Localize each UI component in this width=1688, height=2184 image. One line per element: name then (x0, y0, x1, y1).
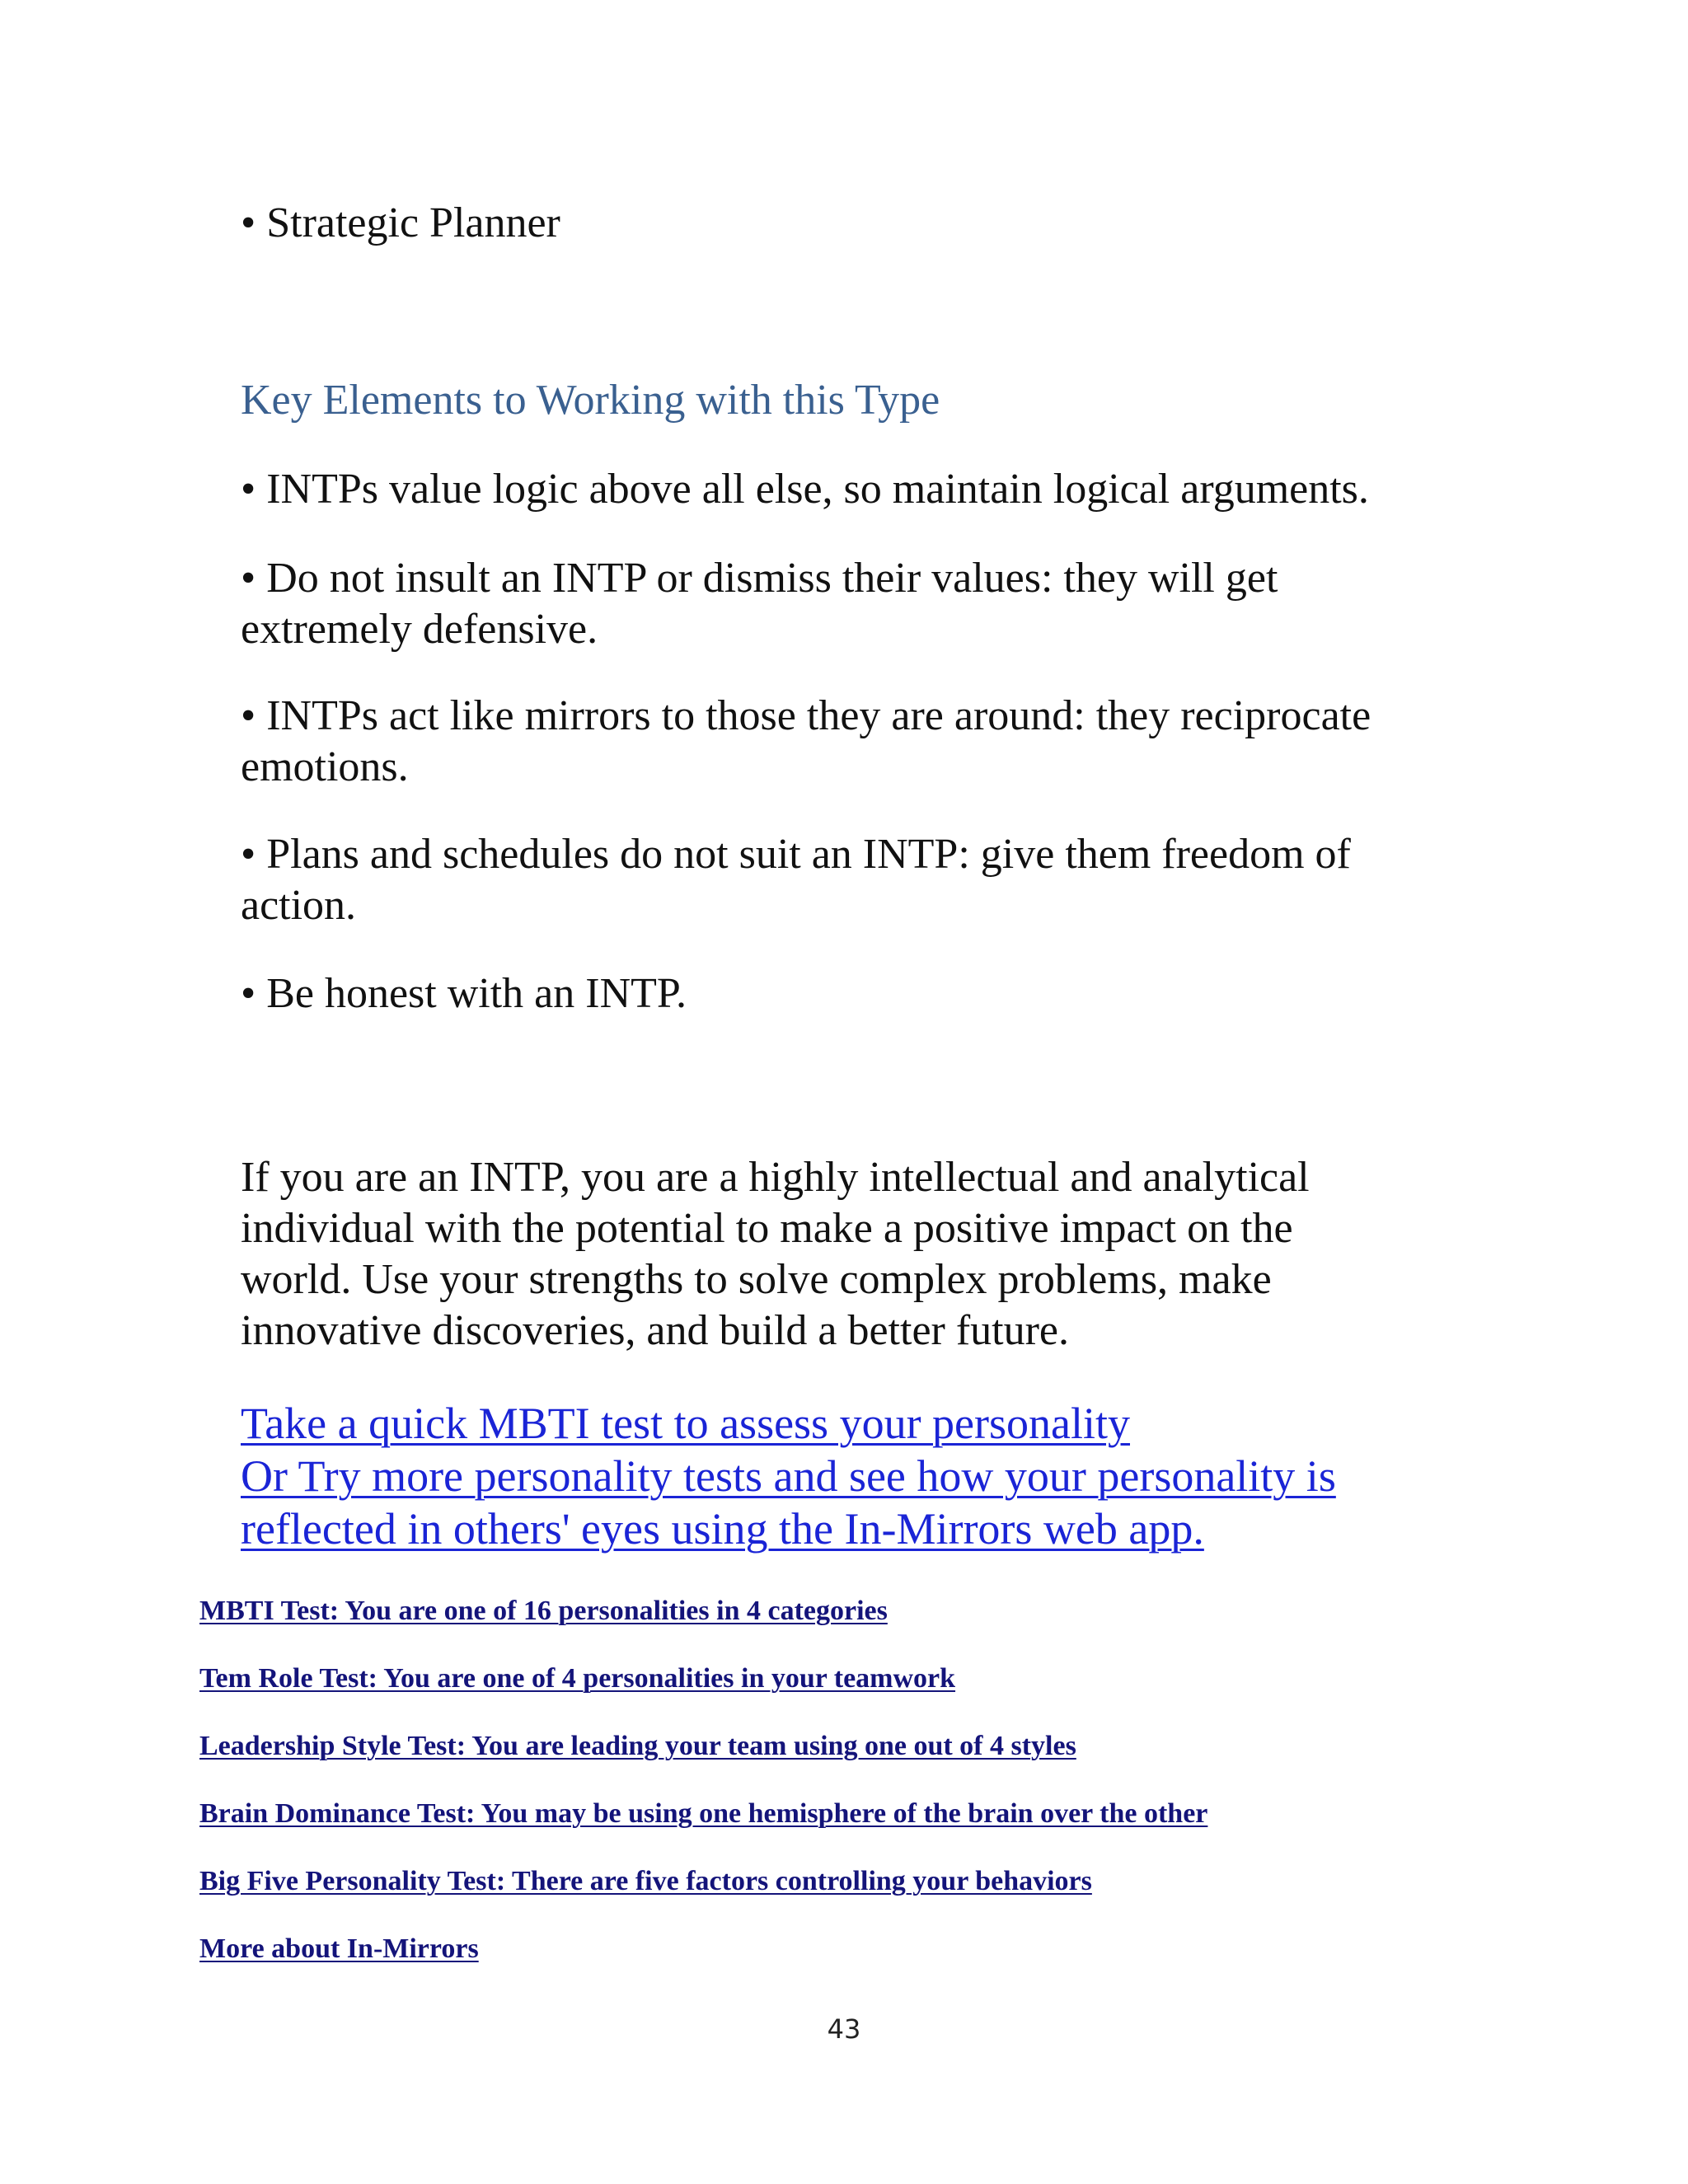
section-heading: Key Elements to Working with this Type (241, 377, 940, 424)
mbti-quick-test-link[interactable]: Take a quick MBTI test to assess your personality (241, 1399, 1130, 1448)
bullet-item-4: • Plans and schedules do not suit an INTP: give them freedom of action. (241, 831, 1351, 929)
page-number: 43 (827, 2013, 861, 2045)
bullet-item-3: • INTPs act like mirrors to those they are around: they reciprocate emotions. (241, 692, 1372, 790)
mbti-test-link[interactable]: MBTI Test: You are one of 16 personalities in 4 categories (199, 1596, 888, 1626)
leadership-style-test-link[interactable]: Leadership Style Test: You are leading your team using one out of 4 styles (199, 1731, 1076, 1761)
big-five-test-link[interactable]: Big Five Personality Test: There are five factors controlling your behaviors (199, 1866, 1092, 1896)
bullet-strategic-planner: • Strategic Planner (241, 199, 560, 246)
bullet-item-2: • Do not insult an INTP or dismiss their values: they will get extremely defensive. (241, 555, 1278, 653)
team-role-test-link[interactable]: Tem Role Test: You are one of 4 personalities in your teamwork (199, 1663, 956, 1694)
bullet-item-5: • Be honest with an INTP. (241, 970, 687, 1017)
in-mirrors-web-app-link[interactable]: Or Try more personality tests and see how your personality is reflected in others' eyes using the In-Mirrors web app. (241, 1451, 1336, 1554)
closing-paragraph: If you are an INTP, you are a highly intellectual and analytical individual with the potential to make a positive impact on the world. Use your strengths to solve complex problems, make innovative discoveries, and build a better future. (241, 1154, 1310, 1354)
bullet-item-1: • INTPs value logic above all else, so maintain logical arguments. (241, 466, 1369, 513)
more-about-in-mirrors-link[interactable]: More about In-Mirrors (199, 1933, 479, 1964)
brain-dominance-test-link[interactable]: Brain Dominance Test: You may be using one hemisphere of the brain over the other (199, 1798, 1208, 1829)
